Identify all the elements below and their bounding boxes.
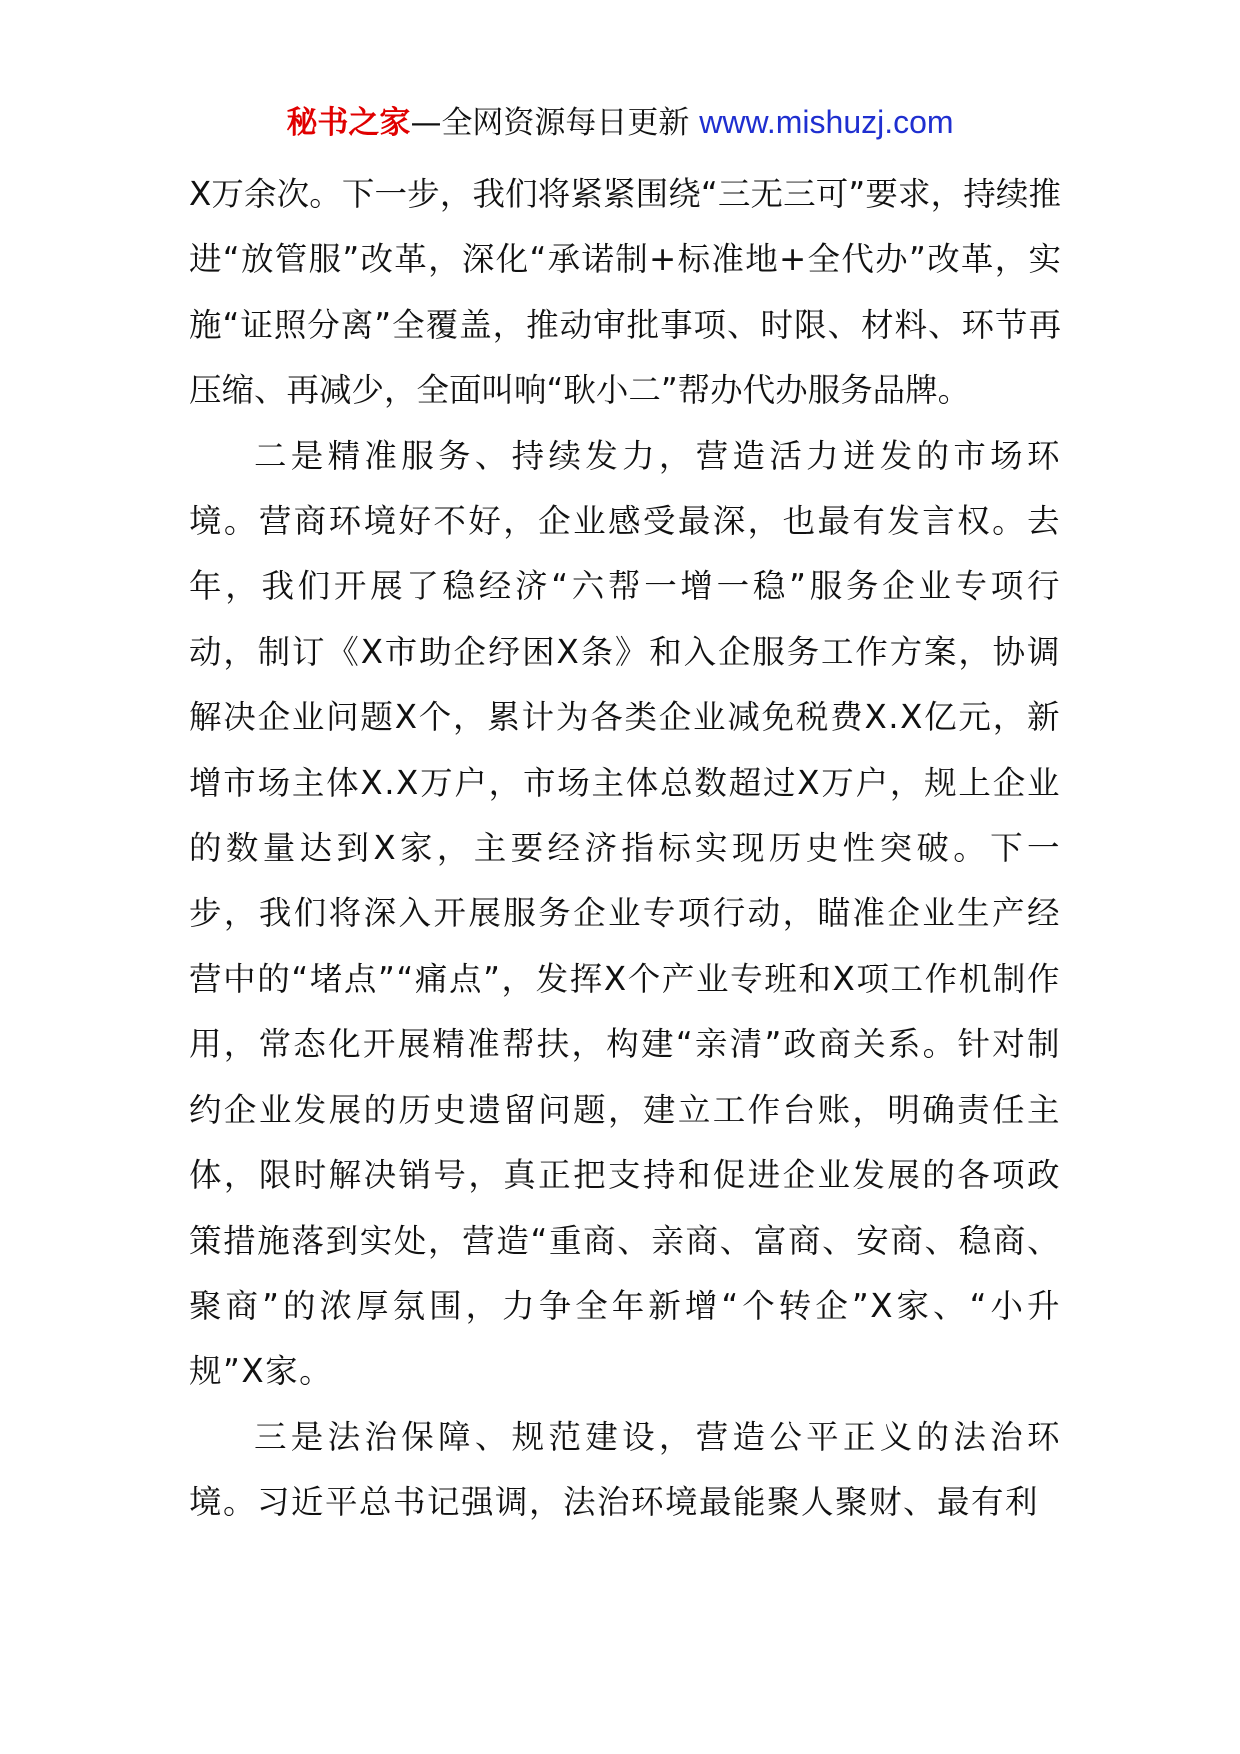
document-body — [189, 162, 1061, 1536]
site-url[interactable]: www.mishuzj.com — [699, 104, 954, 140]
header-slogan: —全网资源每日更新 — [410, 105, 700, 141]
brand-name: 秘书之家 — [286, 105, 411, 141]
paragraph-continuation: X万余次。下一步，我们将紧紧围绕“三无三可”要求，持续推进“放管服”改革，深化“承诺制+标准地+全代办”改革，实施“证照分离”全覆盖，推动审批事项、时限、材料、环节再压缩、再减少，全面叫响“耿小二”帮办代办服务品牌。 — [189, 175, 1061, 410]
paragraph-section-three: 三是法治保障、规范建设，营造公平正义的法治环境。习近平总书记强调，法治环境最能聚人聚财、最有利 — [189, 1417, 1061, 1522]
paragraph-section-two: 二是精准服务、持续发力，营造活力迸发的市场环境。营商环境好不好，企业感受最深，也最有发言权。去年，我们开展了稳经济“六帮一增一稳”服务企业专项行动，制订《X市助企纾困X条》和入企服务工作方案，协调解决企业问题X个，累计为各类企业减免税费X.X亿元，新增市场主体X.X万户，市场主体总数超过X万户，规上企业的数量达到X家，主要经济指标实现历史性突破。下一步，我们将深入开展服务企业专项行动，瞄准企业生产经营中的“堵点”“痛点”，发挥X个产业专班和X项工作机制作用，常态化开展精准帮扶，构建“亲清”政商关系。针对制约企业发展的历史遗留问题，建立工作台账，明确责任主体，限时解决销号，真正把支持和促进企业发展的各项政策措施落到实处，营造“重商、亲商、富商、安商、稳商、聚商”的浓厚氛围，力争全年新增“个转企”X家、“小升规”X家。 — [189, 436, 1061, 1391]
site-header — [0, 100, 1240, 145]
